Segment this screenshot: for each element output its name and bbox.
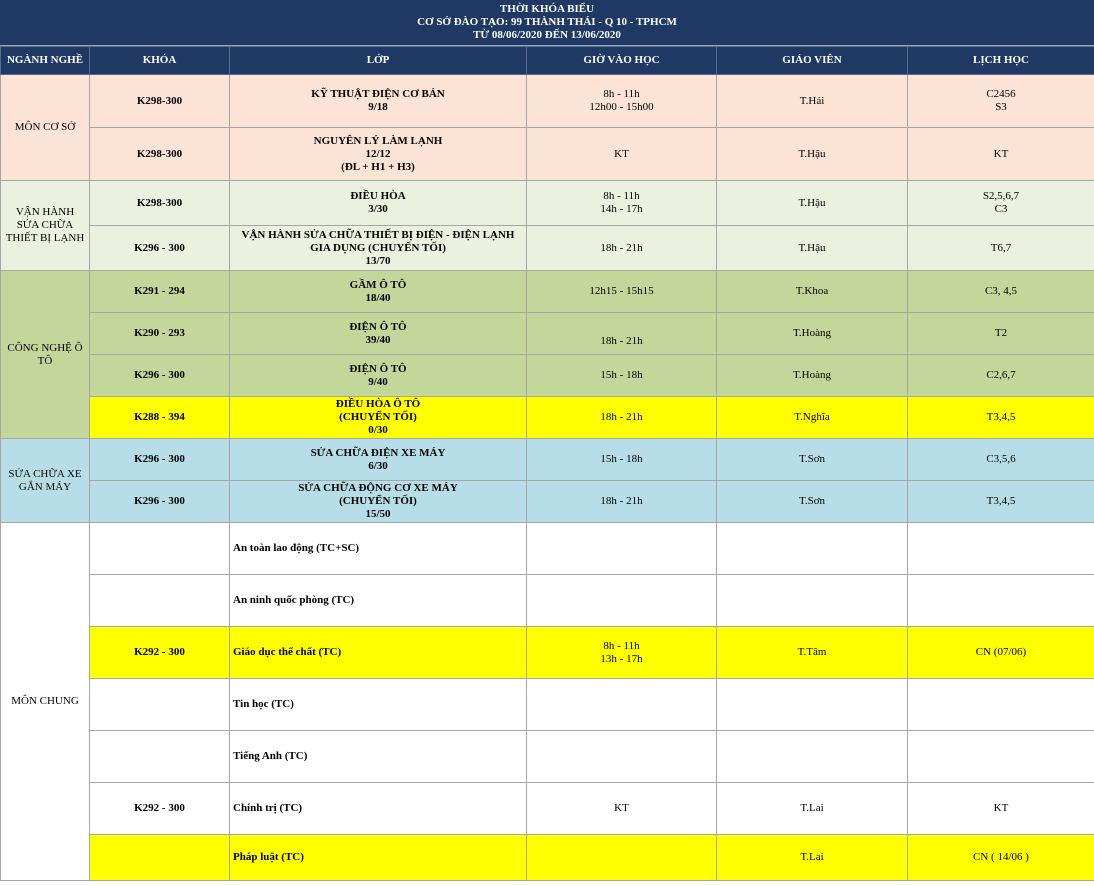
giao-vien-cell: T.Khoa bbox=[717, 271, 908, 313]
lich-cell: T2 bbox=[908, 313, 1094, 355]
gio-cell: 15h - 18h bbox=[527, 439, 717, 481]
gio-cell bbox=[527, 835, 717, 881]
giao-vien-cell: T.Hoàng bbox=[717, 355, 908, 397]
table-row bbox=[1, 783, 1094, 835]
lich-cell bbox=[908, 679, 1094, 731]
gio-cell: 18h - 21h bbox=[527, 397, 717, 439]
lich-cell: S2,5,6,7 C3 bbox=[908, 181, 1094, 226]
gio-cell bbox=[527, 679, 717, 731]
giao-vien-cell: T.Lai bbox=[717, 835, 908, 881]
lich-cell: C2456 S3 bbox=[908, 75, 1094, 128]
gio-cell: 8h - 11h 14h - 17h bbox=[527, 181, 717, 226]
table-row bbox=[1, 523, 1094, 575]
khoa-cell: K291 - 294 bbox=[90, 271, 230, 313]
lich-cell: CN ( 14/06 ) bbox=[908, 835, 1094, 881]
lop-cell: VẬN HÀNH SỬA CHỮA THIẾT BỊ ĐIỆN - ĐIỆN LẠNH GIA DỤNG (CHUYỂN TỐI) 13/70 bbox=[230, 226, 527, 271]
table-row bbox=[1, 575, 1094, 627]
lop-cell: Tin học (TC) bbox=[230, 679, 527, 731]
table-row bbox=[1, 128, 1094, 181]
lich-cell: C3,5,6 bbox=[908, 439, 1094, 481]
col-header-lich: LỊCH HỌC bbox=[908, 47, 1094, 75]
header-title: THỜI KHÓA BIỂU bbox=[499, 3, 595, 15]
giao-vien-cell: T.Hải bbox=[717, 75, 908, 128]
giao-vien-cell: T.Lai bbox=[717, 783, 908, 835]
gio-cell: KT bbox=[527, 783, 717, 835]
group-mon-chung: MÔN CHUNG bbox=[1, 523, 90, 881]
group-sua-chua-xe-gan-may: SỬA CHỮA XE GẮN MÁY bbox=[1, 439, 90, 523]
lop-cell: KỸ THUẬT ĐIỆN CƠ BẢN 9/18 bbox=[230, 75, 527, 128]
gio-cell bbox=[527, 731, 717, 783]
giao-vien-cell: T.Hậu bbox=[717, 226, 908, 271]
table-row bbox=[1, 627, 1094, 679]
gio-cell: 18h - 21h bbox=[527, 313, 717, 355]
group-mon-co-so: MÔN CƠ SỞ bbox=[1, 75, 90, 181]
giao-vien-cell bbox=[717, 679, 908, 731]
giao-vien-cell: T.Hậu bbox=[717, 181, 908, 226]
gio-cell bbox=[527, 523, 717, 575]
lop-cell: ĐIỀU HÒA Ô TÔ (CHUYỂN TỐI) 0/30 bbox=[230, 397, 527, 439]
lop-cell: ĐIỆN Ô TÔ 9/40 bbox=[230, 355, 527, 397]
lich-cell: CN (07/06) bbox=[908, 627, 1094, 679]
giao-vien-cell bbox=[717, 731, 908, 783]
table-row bbox=[1, 679, 1094, 731]
lop-cell: An toàn lao động (TC+SC) bbox=[230, 523, 527, 575]
lich-cell bbox=[908, 731, 1094, 783]
table-row bbox=[1, 731, 1094, 783]
khoa-cell: K292 - 300 bbox=[90, 783, 230, 835]
col-header-gio: GIỜ VÀO HỌC bbox=[527, 47, 717, 75]
giao-vien-cell: T.Sơn bbox=[717, 481, 908, 523]
table-row bbox=[1, 313, 1094, 355]
giao-vien-cell: T.Hoàng bbox=[717, 313, 908, 355]
gio-cell: 15h - 18h bbox=[527, 355, 717, 397]
lop-cell: SỬA CHỮA ĐIỆN XE MÁY 6/30 bbox=[230, 439, 527, 481]
lich-cell: KT bbox=[908, 128, 1094, 181]
lop-cell: Tiếng Anh (TC) bbox=[230, 731, 527, 783]
header-campus: CƠ SỞ ĐÀO TẠO: 99 THÀNH THÁI - Q 10 - TPHCM bbox=[417, 16, 677, 28]
giao-vien-cell: T.Nghĩa bbox=[717, 397, 908, 439]
table-row bbox=[1, 181, 1094, 226]
giao-vien-cell: T.Tâm bbox=[717, 627, 908, 679]
table-row bbox=[1, 75, 1094, 128]
lop-cell: ĐIỆN Ô TÔ 39/40 bbox=[230, 313, 527, 355]
table-row bbox=[1, 835, 1094, 881]
lich-cell: KT bbox=[908, 783, 1094, 835]
giao-vien-cell bbox=[717, 575, 908, 627]
gio-cell: 18h - 21h bbox=[527, 481, 717, 523]
khoa-cell bbox=[90, 731, 230, 783]
lich-cell: T3,4,5 bbox=[908, 481, 1094, 523]
giao-vien-cell bbox=[717, 523, 908, 575]
col-header-gv: GIÁO VIÊN bbox=[717, 47, 908, 75]
lop-cell: GẦM Ô TÔ 18/40 bbox=[230, 271, 527, 313]
lop-cell: SỬA CHỮA ĐỘNG CƠ XE MÁY (CHUYỂN TỐI) 15/50 bbox=[230, 481, 527, 523]
khoa-cell: K296 - 300 bbox=[90, 226, 230, 271]
gio-cell: 8h - 11h 12h00 - 15h00 bbox=[527, 75, 717, 128]
khoa-cell bbox=[90, 835, 230, 881]
table-row bbox=[1, 271, 1094, 313]
khoa-cell bbox=[90, 679, 230, 731]
group-van-hanh: VẬN HÀNH SỬA CHỮA THIẾT BỊ LẠNH bbox=[1, 181, 90, 271]
khoa-cell bbox=[90, 523, 230, 575]
col-header-nganh: NGÀNH NGHỀ bbox=[1, 47, 90, 75]
lich-cell: T3,4,5 bbox=[908, 397, 1094, 439]
lich-cell bbox=[908, 575, 1094, 627]
khoa-cell: K296 - 300 bbox=[90, 481, 230, 523]
lich-cell: T6,7 bbox=[908, 226, 1094, 271]
col-header-khoa: KHÓA bbox=[90, 47, 230, 75]
khoa-cell: K298-300 bbox=[90, 128, 230, 181]
timetable-grid bbox=[0, 46, 1094, 881]
lop-cell: An ninh quốc phòng (TC) bbox=[230, 575, 527, 627]
khoa-cell: K290 - 293 bbox=[90, 313, 230, 355]
table-row bbox=[1, 481, 1094, 523]
giao-vien-cell: T.Sơn bbox=[717, 439, 908, 481]
lich-cell: C2,6,7 bbox=[908, 355, 1094, 397]
lich-cell bbox=[908, 523, 1094, 575]
lich-cell: C3, 4,5 bbox=[908, 271, 1094, 313]
lop-cell: Pháp luật (TC) bbox=[230, 835, 527, 881]
lop-cell: NGUYÊN LÝ LÀM LẠNH 12/12 (ĐL + H1 + H3) bbox=[230, 128, 527, 181]
khoa-cell: K292 - 300 bbox=[90, 627, 230, 679]
table-row bbox=[1, 439, 1094, 481]
gio-cell: 18h - 21h bbox=[527, 226, 717, 271]
timetable-header bbox=[0, 0, 1094, 46]
khoa-cell: K298-300 bbox=[90, 75, 230, 128]
table-row bbox=[1, 355, 1094, 397]
lop-cell: Giáo dục thể chất (TC) bbox=[230, 627, 527, 679]
gio-cell: 8h - 11h 13h - 17h bbox=[527, 627, 717, 679]
header-date-range: TỪ 08/06/2020 ĐẾN 13/06/2020 bbox=[473, 29, 621, 41]
giao-vien-cell: T.Hậu bbox=[717, 128, 908, 181]
group-cong-nghe-o-to: CÔNG NGHỆ Ô TÔ bbox=[1, 271, 90, 439]
khoa-cell: K298-300 bbox=[90, 181, 230, 226]
lop-cell: ĐIỀU HÒA 3/30 bbox=[230, 181, 527, 226]
gio-cell: KT bbox=[527, 128, 717, 181]
khoa-cell bbox=[90, 575, 230, 627]
gio-cell bbox=[527, 575, 717, 627]
table-row bbox=[1, 397, 1094, 439]
table-row bbox=[1, 226, 1094, 271]
khoa-cell: K296 - 300 bbox=[90, 355, 230, 397]
gio-cell: 12h15 - 15h15 bbox=[527, 271, 717, 313]
col-header-lop: LỚP bbox=[230, 47, 527, 75]
khoa-cell: K296 - 300 bbox=[90, 439, 230, 481]
lop-cell: Chính trị (TC) bbox=[230, 783, 527, 835]
khoa-cell: K288 - 394 bbox=[90, 397, 230, 439]
